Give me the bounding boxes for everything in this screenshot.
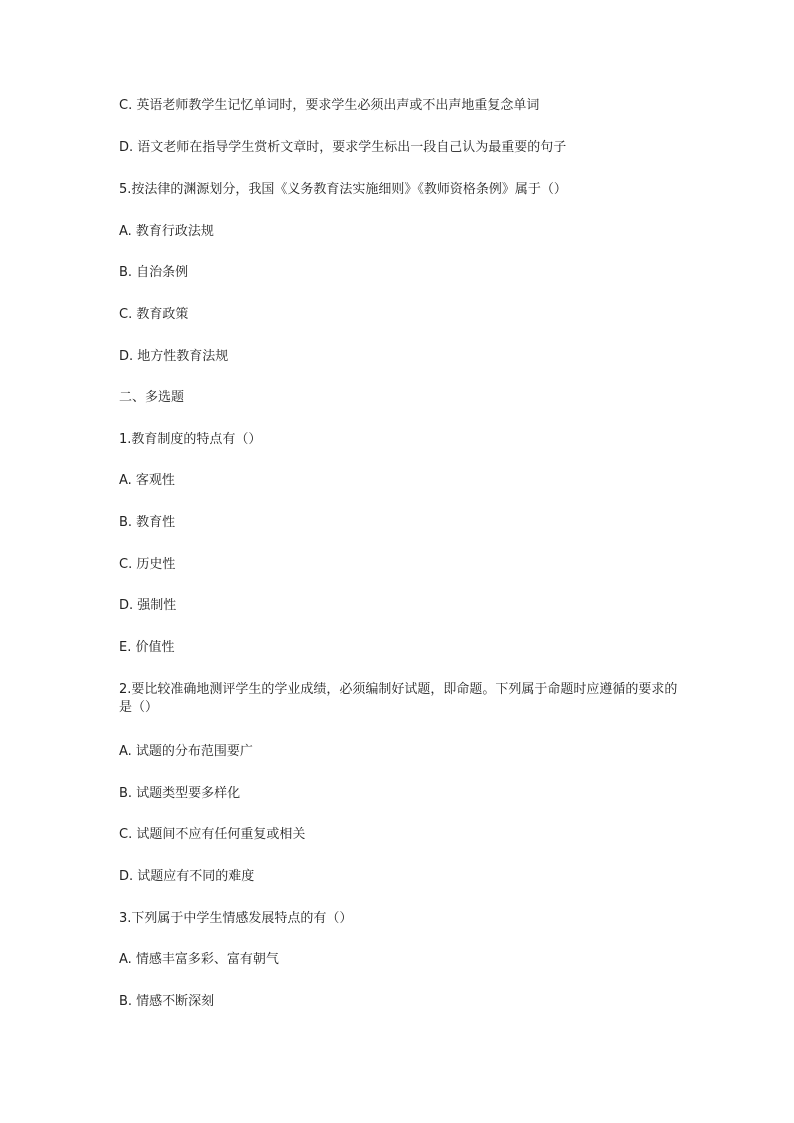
option-d-text: D. 语文老师在指导学生赏析文章时，要求学生标出一段自己认为最重要的句子: [119, 140, 567, 155]
question-2: 2.要比较准确地测评学生的学业成绩，必须编制好试题，即命题。下列属于命题时应遵循的要求的是（）: [119, 682, 678, 715]
question-3: 3.下列属于中学生情感发展特点的有（）: [119, 911, 353, 926]
option-a-text: A. 情感丰富多彩、富有朝气: [119, 952, 279, 967]
section-heading: 二、多选题: [119, 390, 185, 405]
option-c-text: C. 历史性: [119, 557, 176, 572]
question-5: 5.按法律的渊源划分，我国《义务教育法实施细则》《教师资格条例》属于（）: [119, 182, 567, 197]
option-d-text: D. 试题应有不同的难度: [119, 869, 255, 884]
option-a-text: A. 教育行政法规: [119, 224, 214, 239]
option-c-text: C. 试题间不应有任何重复或相关: [119, 827, 306, 842]
option-b-text: B. 试题类型要多样化: [119, 786, 241, 801]
option-b-text: B. 自治条例: [119, 265, 189, 280]
option-b-text: B. 情感不断深刻: [119, 994, 215, 1009]
option-a-text: A. 客观性: [119, 473, 175, 488]
question-1: 1.教育制度的特点有（）: [119, 432, 262, 447]
option-e-text: E. 价值性: [119, 640, 175, 655]
option-c-text: C. 教育政策: [119, 307, 189, 322]
option-c-text: C. 英语老师教学生记忆单词时，要求学生必须出声或不出声地重复念单词: [119, 98, 540, 113]
option-d-text: D. 地方性教育法规: [119, 349, 229, 364]
option-b-text: B. 教育性: [119, 515, 176, 530]
option-a-text: A. 试题的分布范围要广: [119, 744, 253, 759]
option-d-text: D. 强制性: [119, 598, 177, 613]
